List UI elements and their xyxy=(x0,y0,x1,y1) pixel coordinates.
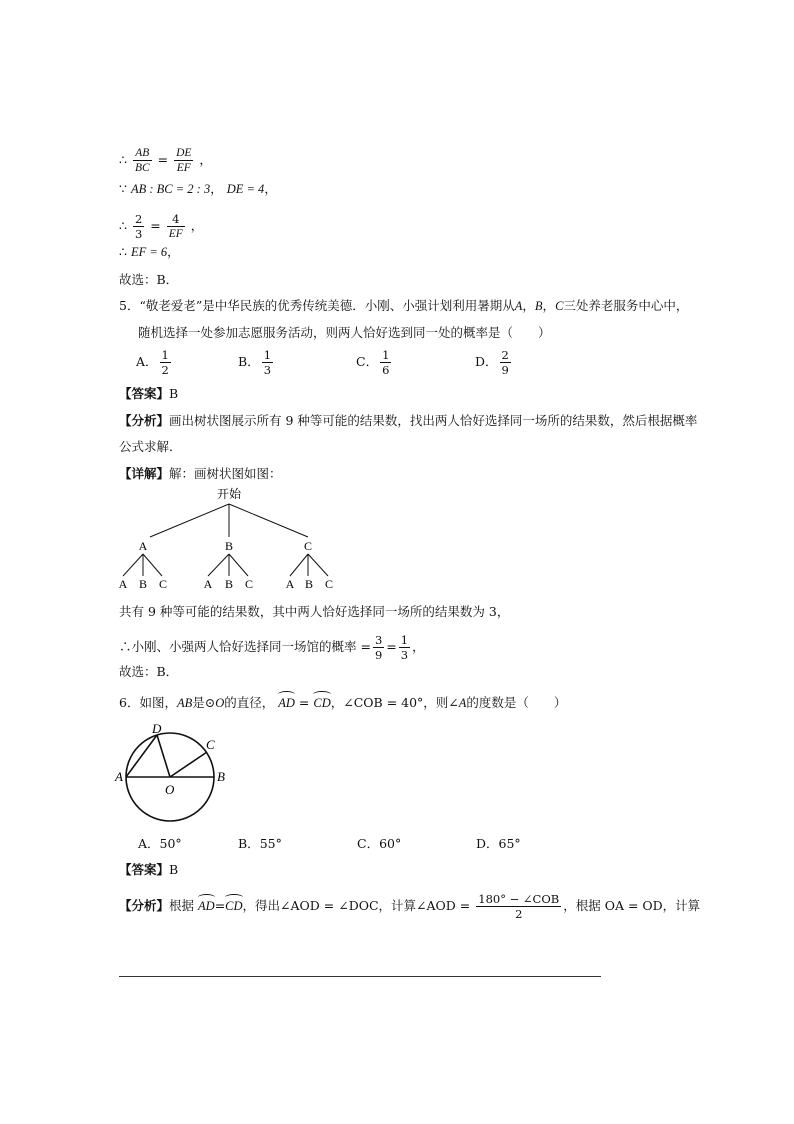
q5-stem-tail: 三处养老服务中心中， xyxy=(563,298,689,313)
analysis-text: ，得出∠AOD = ∠DOC，计算∠AOD = xyxy=(242,898,471,913)
tree-diagram xyxy=(110,484,370,594)
tree-leaf: A xyxy=(285,577,295,591)
option-a-letter: A xyxy=(514,299,523,313)
option-fraction: $\frac{1}{2}$ xyxy=(161,348,169,377)
option-label: B． xyxy=(238,836,260,851)
tree-leaf: C xyxy=(244,577,254,591)
option-value: 60° xyxy=(379,836,402,851)
q6-option-d[interactable] xyxy=(476,834,521,852)
tree-leaf: A xyxy=(203,577,213,591)
q5-conclusion-1: 共有 9 种等可能的结果数，其中两人恰好选择同一场所的结果数为 3， xyxy=(119,604,510,619)
tree-edge xyxy=(150,504,229,537)
q6-option-b[interactable] xyxy=(238,834,282,852)
tree-leaf: B xyxy=(224,577,234,591)
proof-line-4 xyxy=(119,244,180,260)
tree-node-c: C xyxy=(303,539,313,553)
stem-text: ，∠COB = 40°，则∠ xyxy=(330,695,459,710)
analysis-tag: 【分析】 xyxy=(119,413,170,428)
q5-option-b[interactable] xyxy=(238,348,275,377)
tree-edge xyxy=(290,554,308,576)
de-value: DE = 4 xyxy=(226,182,265,196)
therefore-symbol: ∴ xyxy=(119,244,127,259)
therefore-symbol: ∴ xyxy=(119,218,127,233)
fraction-4-ef: $\frac{4}{EF}$ xyxy=(168,212,183,240)
option-label: D． xyxy=(475,354,498,369)
analysis-text: ，根据 OA = OD，计算 xyxy=(563,898,701,913)
analysis-tag: 【分析】 xyxy=(119,898,170,913)
fraction-1-3: $\frac{1}{3}$ xyxy=(400,633,409,662)
option-fraction: $\frac{2}{9}$ xyxy=(501,348,509,377)
q5-analysis-line-1 xyxy=(119,413,697,429)
q5-answer xyxy=(119,386,178,402)
arc-ad: AD xyxy=(278,696,295,710)
because-symbol: ∵ xyxy=(119,181,127,196)
analysis-text: 根据 xyxy=(169,898,195,913)
detail-tag: 【详解】 xyxy=(119,466,170,481)
fraction-de-ef: $\frac{DE}{EF}$ xyxy=(176,147,192,174)
q5-detail xyxy=(119,466,282,482)
tree-edge xyxy=(308,554,328,576)
tree-leaf: A xyxy=(118,577,128,591)
radius-oc xyxy=(170,752,207,777)
tree-node-b: B xyxy=(224,539,234,553)
comma: ， xyxy=(167,244,180,259)
option-label: B． xyxy=(238,354,260,369)
option-value: 55° xyxy=(259,836,282,851)
label-b: B xyxy=(217,769,225,784)
answer-value: B xyxy=(169,862,179,877)
equals-sign: = xyxy=(150,218,161,233)
option-fraction: $\frac{1}{6}$ xyxy=(382,348,390,377)
q5-analysis-line-2: 公式求解． xyxy=(119,439,182,454)
answer-tag: 【答案】 xyxy=(119,862,170,877)
tree-edge xyxy=(143,554,162,576)
stem-text: 的度数是（ ） xyxy=(466,695,567,710)
equals-sign: = xyxy=(214,898,226,913)
tree-root-label: 开始 xyxy=(216,487,242,501)
point-o: O xyxy=(215,696,225,710)
label-c: C xyxy=(206,737,215,752)
tree-node-a: A xyxy=(138,539,148,553)
tree-leaf: B xyxy=(138,577,148,591)
radius-od xyxy=(157,735,170,777)
proof-line-2 xyxy=(119,181,277,197)
option-label: D． xyxy=(476,836,499,851)
option-value: 65° xyxy=(498,836,521,851)
tree-leaf: C xyxy=(158,577,168,591)
equals-sign: = xyxy=(298,695,310,710)
stem-text: 的直径， xyxy=(224,695,275,710)
q5-option-a[interactable] xyxy=(136,348,173,377)
ef-value: EF = 6 xyxy=(130,245,168,259)
q5-stem-line-2: 随机选择一处参加志愿服务活动，则两人恰好选到同一处的概率是（ ） xyxy=(138,325,551,340)
tree-leaf: B xyxy=(304,577,314,591)
label-d: D xyxy=(152,722,162,736)
option-value: 50° xyxy=(159,836,182,851)
proof-line-1 xyxy=(119,146,212,175)
conclusion-text: ∴小刚、小强两人恰好选择同一场馆的概率 = xyxy=(119,639,371,654)
q5-stem-line-1: 5．“敬老爱老”是中华民族的优秀传统美德．小刚、小强计划利用暑期从A，B，C三处养老服务中心中， xyxy=(119,298,689,313)
tree-edge xyxy=(208,554,229,576)
option-label: C． xyxy=(356,354,379,369)
option-b-letter: B xyxy=(534,299,543,313)
q5-final: 故选：B． xyxy=(119,664,179,679)
comma: ， xyxy=(412,639,425,654)
option-fraction: $\frac{1}{3}$ xyxy=(263,348,272,377)
q6-analysis xyxy=(119,892,700,921)
comma: ， xyxy=(199,152,212,167)
tree-edge xyxy=(229,504,308,537)
option-label: A． xyxy=(136,354,158,369)
q6-answer xyxy=(119,862,178,878)
proof-line-3 xyxy=(119,212,203,241)
arc-cd: CD xyxy=(225,899,243,913)
stem-text: 是⊙ xyxy=(192,695,216,710)
segment-ab: AB xyxy=(176,696,193,710)
comma: ， xyxy=(190,218,204,233)
proof-answer: 故选：B． xyxy=(119,272,179,287)
fraction-aod: $\frac{\text{180° − ∠COB}}{2}$ xyxy=(478,892,560,921)
option-label: C． xyxy=(357,836,380,851)
q6-number: 6．如图， xyxy=(119,695,177,710)
q5-option-d[interactable] xyxy=(475,348,513,377)
comma: ， xyxy=(264,181,277,196)
q6-option-c[interactable] xyxy=(357,834,401,852)
answer-value: B xyxy=(169,386,179,401)
tree-leaf: C xyxy=(324,577,334,591)
ratio-ab-bc: AB : BC = 2 : 3 xyxy=(130,182,211,196)
q6-option-a[interactable] xyxy=(138,834,182,852)
circle-figure xyxy=(112,722,237,824)
answer-tag: 【答案】 xyxy=(119,386,170,401)
fraction-2-3: $\frac{2}{3}$ xyxy=(134,212,143,241)
q5-stem-text: 5．“敬老爱老”是中华民族的优秀传统美德．小刚、小强计划利用暑期从 xyxy=(119,298,515,313)
q5-option-c[interactable] xyxy=(356,348,393,377)
q5-conclusion-2: ∴小刚、小强两人恰好选择同一场馆的概率 = $\frac{3}{9}$ = $\frac{1}{3}$ ， xyxy=(119,633,425,662)
arc-cd: CD xyxy=(313,696,331,710)
q6-stem xyxy=(119,695,566,711)
tree-edge xyxy=(123,554,143,576)
arc-ad: AD xyxy=(198,899,215,913)
label-a: A xyxy=(115,769,123,784)
comma: ， xyxy=(210,181,223,196)
fraction-ab-bc: $\frac{AB}{BC}$ xyxy=(134,147,150,174)
option-c-letter: C xyxy=(555,299,564,313)
detail-text: 解：画树状图如图： xyxy=(169,466,282,481)
analysis-text: 画出树状图展示所有 9 种等可能的结果数，找出两人恰好选择同一场所的结果数，然后根据概率 xyxy=(169,413,698,428)
footer-rule xyxy=(119,976,601,977)
fraction-3-9: $\frac{3}{9}$ xyxy=(374,633,383,662)
tree-edge xyxy=(229,554,248,576)
equals-sign: = xyxy=(157,152,169,167)
option-label: A． xyxy=(138,836,160,851)
therefore-symbol: ∴ xyxy=(119,152,127,167)
label-o: O xyxy=(165,782,175,797)
angle-a: A xyxy=(458,696,467,710)
